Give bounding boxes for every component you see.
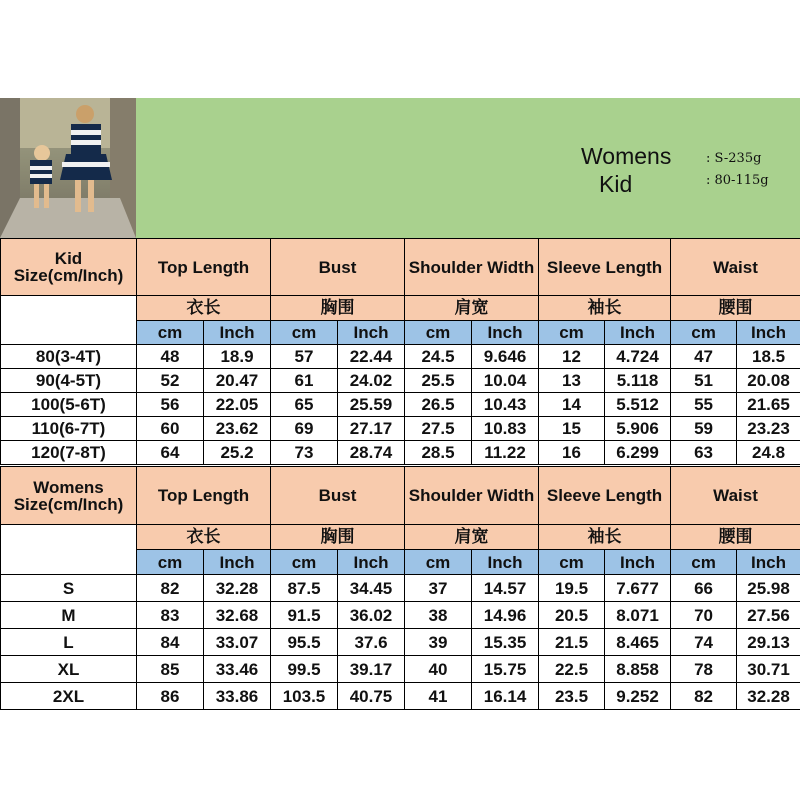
unit-cm: cm bbox=[271, 321, 338, 345]
measurement-cell: 34.45 bbox=[338, 575, 405, 602]
measurement-cell: 28.5 bbox=[405, 441, 472, 465]
size-label-cell: 80(3-4T) bbox=[1, 345, 137, 369]
measurement-cell: 5.512 bbox=[605, 393, 671, 417]
measurement-cell: 38 bbox=[405, 602, 472, 629]
measurement-cell: 91.5 bbox=[271, 602, 338, 629]
measurement-cell: 41 bbox=[405, 683, 472, 710]
measurement-cell: 40 bbox=[405, 656, 472, 683]
kid-size-row bbox=[1, 369, 800, 393]
cn-waist: 腰围 bbox=[671, 296, 800, 321]
womens-size-table bbox=[0, 466, 800, 710]
unit-cm: cm bbox=[539, 550, 605, 575]
unit-cm: cm bbox=[671, 550, 737, 575]
measurement-cell: 10.83 bbox=[472, 417, 539, 441]
measurement-cell: 82 bbox=[137, 575, 204, 602]
measurement-cell: 27.56 bbox=[737, 602, 800, 629]
measurement-cell: 16 bbox=[539, 441, 605, 465]
womens-size-row bbox=[1, 575, 800, 602]
measurement-cell: 55 bbox=[671, 393, 737, 417]
measurement-cell: 23.62 bbox=[204, 417, 271, 441]
kid-size-row bbox=[1, 441, 800, 465]
measurement-cell: 37.6 bbox=[338, 629, 405, 656]
kid-label: Kid bbox=[599, 171, 633, 197]
measurement-cell: 10.04 bbox=[472, 369, 539, 393]
measurement-cell: 9.646 bbox=[472, 345, 539, 369]
unit-cm: cm bbox=[137, 550, 204, 575]
col-header-top-length: Top Length bbox=[137, 467, 271, 525]
col-header-waist: Waist bbox=[671, 239, 800, 296]
cn-bust: 胸围 bbox=[271, 525, 405, 550]
unit-cm: cm bbox=[405, 321, 472, 345]
measurement-cell: 28.74 bbox=[338, 441, 405, 465]
kid-size-row bbox=[1, 417, 800, 441]
measurement-cell: 103.5 bbox=[271, 683, 338, 710]
measurement-cell: 61 bbox=[271, 369, 338, 393]
measurement-cell: 22.44 bbox=[338, 345, 405, 369]
unit-cm: cm bbox=[137, 321, 204, 345]
measurement-cell: 7.677 bbox=[605, 575, 671, 602]
womens-size-header: Womens Size(cm/Inch) bbox=[1, 467, 137, 525]
womens-weight: : S-235g bbox=[706, 151, 762, 166]
measurement-cell: 22.5 bbox=[539, 656, 605, 683]
measurement-cell: 56 bbox=[137, 393, 204, 417]
measurement-cell: 20.5 bbox=[539, 602, 605, 629]
unit-cm: cm bbox=[405, 550, 472, 575]
measurement-cell: 26.5 bbox=[405, 393, 472, 417]
measurement-cell: 33.07 bbox=[204, 629, 271, 656]
measurement-cell: 25.59 bbox=[338, 393, 405, 417]
header-band bbox=[0, 98, 800, 238]
col-header-sleeve-length: Sleeve Length bbox=[539, 239, 671, 296]
measurement-cell: 65 bbox=[271, 393, 338, 417]
measurement-cell: 18.9 bbox=[204, 345, 271, 369]
unit-cm: cm bbox=[271, 550, 338, 575]
cn-shoulder-width: 肩宽 bbox=[405, 296, 539, 321]
measurement-cell: 24.02 bbox=[338, 369, 405, 393]
unit-inch: Inch bbox=[204, 550, 271, 575]
womens-size-row bbox=[1, 656, 800, 683]
measurement-cell: 14.96 bbox=[472, 602, 539, 629]
womens-size-row bbox=[1, 629, 800, 656]
measurement-cell: 25.98 bbox=[737, 575, 800, 602]
measurement-cell: 20.47 bbox=[204, 369, 271, 393]
measurement-cell: 8.858 bbox=[605, 656, 671, 683]
unit-inch: Inch bbox=[737, 321, 800, 345]
measurement-cell: 16.14 bbox=[472, 683, 539, 710]
cn-sleeve-length: 袖长 bbox=[539, 296, 671, 321]
size-label-cell: S bbox=[1, 575, 137, 602]
measurement-cell: 15 bbox=[539, 417, 605, 441]
measurement-cell: 29.13 bbox=[737, 629, 800, 656]
measurement-cell: 20.08 bbox=[737, 369, 800, 393]
measurement-cell: 32.68 bbox=[204, 602, 271, 629]
measurement-cell: 12 bbox=[539, 345, 605, 369]
kid-weight: : 80-115g bbox=[706, 173, 769, 188]
unit-cm: cm bbox=[539, 321, 605, 345]
measurement-cell: 25.5 bbox=[405, 369, 472, 393]
measurement-cell: 95.5 bbox=[271, 629, 338, 656]
measurement-cell: 10.43 bbox=[472, 393, 539, 417]
measurement-cell: 37 bbox=[405, 575, 472, 602]
unit-inch: Inch bbox=[338, 321, 405, 345]
measurement-cell: 15.75 bbox=[472, 656, 539, 683]
measurement-cell: 78 bbox=[671, 656, 737, 683]
measurement-cell: 5.906 bbox=[605, 417, 671, 441]
measurement-cell: 8.071 bbox=[605, 602, 671, 629]
measurement-cell: 47 bbox=[671, 345, 737, 369]
kid-size-row bbox=[1, 345, 800, 369]
kid-table-body bbox=[1, 345, 800, 465]
measurement-cell: 27.5 bbox=[405, 417, 472, 441]
womens-size-row bbox=[1, 602, 800, 629]
unit-inch: Inch bbox=[472, 321, 539, 345]
size-label-cell: 120(7-8T) bbox=[1, 441, 137, 465]
unit-inch: Inch bbox=[605, 550, 671, 575]
col-header-bust: Bust bbox=[271, 239, 405, 296]
measurement-cell: 69 bbox=[271, 417, 338, 441]
cn-top-length: 衣长 bbox=[137, 525, 271, 550]
weight-info-panel bbox=[136, 98, 800, 238]
measurement-cell: 21.5 bbox=[539, 629, 605, 656]
size-label-cell: 90(4-5T) bbox=[1, 369, 137, 393]
measurement-cell: 74 bbox=[671, 629, 737, 656]
measurement-cell: 9.252 bbox=[605, 683, 671, 710]
mother-daughter-photo-image bbox=[0, 98, 136, 238]
measurement-cell: 39 bbox=[405, 629, 472, 656]
kid-size-row bbox=[1, 393, 800, 417]
measurement-cell: 15.35 bbox=[472, 629, 539, 656]
measurement-cell: 33.46 bbox=[204, 656, 271, 683]
womens-table-body bbox=[1, 575, 800, 710]
measurement-cell: 14.57 bbox=[472, 575, 539, 602]
measurement-cell: 13 bbox=[539, 369, 605, 393]
measurement-cell: 39.17 bbox=[338, 656, 405, 683]
measurement-cell: 5.118 bbox=[605, 369, 671, 393]
measurement-cell: 52 bbox=[137, 369, 204, 393]
measurement-cell: 60 bbox=[137, 417, 204, 441]
product-photo bbox=[0, 98, 136, 238]
measurement-cell: 86 bbox=[137, 683, 204, 710]
kid-size-table bbox=[0, 238, 800, 465]
measurement-cell: 18.5 bbox=[737, 345, 800, 369]
size-label-cell: 2XL bbox=[1, 683, 137, 710]
measurement-cell: 87.5 bbox=[271, 575, 338, 602]
size-label-cell: M bbox=[1, 602, 137, 629]
cn-bust: 胸围 bbox=[271, 296, 405, 321]
measurement-cell: 40.75 bbox=[338, 683, 405, 710]
measurement-cell: 85 bbox=[137, 656, 204, 683]
col-header-sleeve-length: Sleeve Length bbox=[539, 467, 671, 525]
womens-label: Womens bbox=[581, 143, 672, 169]
col-header-waist: Waist bbox=[671, 467, 800, 525]
measurement-cell: 48 bbox=[137, 345, 204, 369]
measurement-cell: 70 bbox=[671, 602, 737, 629]
measurement-cell: 32.28 bbox=[737, 683, 800, 710]
cn-waist: 腰围 bbox=[671, 525, 800, 550]
measurement-cell: 11.22 bbox=[472, 441, 539, 465]
measurement-cell: 64 bbox=[137, 441, 204, 465]
measurement-cell: 73 bbox=[271, 441, 338, 465]
measurement-cell: 36.02 bbox=[338, 602, 405, 629]
measurement-cell: 25.2 bbox=[204, 441, 271, 465]
unit-inch: Inch bbox=[472, 550, 539, 575]
measurement-cell: 63 bbox=[671, 441, 737, 465]
measurement-cell: 4.724 bbox=[605, 345, 671, 369]
measurement-cell: 83 bbox=[137, 602, 204, 629]
unit-inch: Inch bbox=[737, 550, 800, 575]
cn-top-length: 衣长 bbox=[137, 296, 271, 321]
cn-shoulder-width: 肩宽 bbox=[405, 525, 539, 550]
unit-cm: cm bbox=[671, 321, 737, 345]
measurement-cell: 32.28 bbox=[204, 575, 271, 602]
size-label-cell: L bbox=[1, 629, 137, 656]
kid-size-header: Kid Size(cm/Inch) bbox=[1, 239, 137, 296]
unit-inch: Inch bbox=[605, 321, 671, 345]
measurement-cell: 14 bbox=[539, 393, 605, 417]
measurement-cell: 82 bbox=[671, 683, 737, 710]
measurement-cell: 8.465 bbox=[605, 629, 671, 656]
measurement-cell: 57 bbox=[271, 345, 338, 369]
col-header-bust: Bust bbox=[271, 467, 405, 525]
col-header-top-length: Top Length bbox=[137, 239, 271, 296]
measurement-cell: 84 bbox=[137, 629, 204, 656]
col-header-shoulder-width: Shoulder Width bbox=[405, 467, 539, 525]
measurement-cell: 99.5 bbox=[271, 656, 338, 683]
size-label-cell: 100(5-6T) bbox=[1, 393, 137, 417]
measurement-cell: 27.17 bbox=[338, 417, 405, 441]
measurement-cell: 22.05 bbox=[204, 393, 271, 417]
measurement-cell: 21.65 bbox=[737, 393, 800, 417]
measurement-cell: 59 bbox=[671, 417, 737, 441]
measurement-cell: 24.5 bbox=[405, 345, 472, 369]
size-header-blank bbox=[1, 296, 137, 345]
measurement-cell: 66 bbox=[671, 575, 737, 602]
measurement-cell: 30.71 bbox=[737, 656, 800, 683]
measurement-cell: 51 bbox=[671, 369, 737, 393]
unit-inch: Inch bbox=[204, 321, 271, 345]
womens-size-row bbox=[1, 683, 800, 710]
size-label-cell: XL bbox=[1, 656, 137, 683]
measurement-cell: 33.86 bbox=[204, 683, 271, 710]
measurement-cell: 23.5 bbox=[539, 683, 605, 710]
measurement-cell: 23.23 bbox=[737, 417, 800, 441]
size-header-blank bbox=[1, 525, 137, 575]
measurement-cell: 6.299 bbox=[605, 441, 671, 465]
cn-sleeve-length: 袖长 bbox=[539, 525, 671, 550]
measurement-cell: 24.8 bbox=[737, 441, 800, 465]
size-label-cell: 110(6-7T) bbox=[1, 417, 137, 441]
unit-inch: Inch bbox=[338, 550, 405, 575]
col-header-shoulder-width: Shoulder Width bbox=[405, 239, 539, 296]
measurement-cell: 19.5 bbox=[539, 575, 605, 602]
